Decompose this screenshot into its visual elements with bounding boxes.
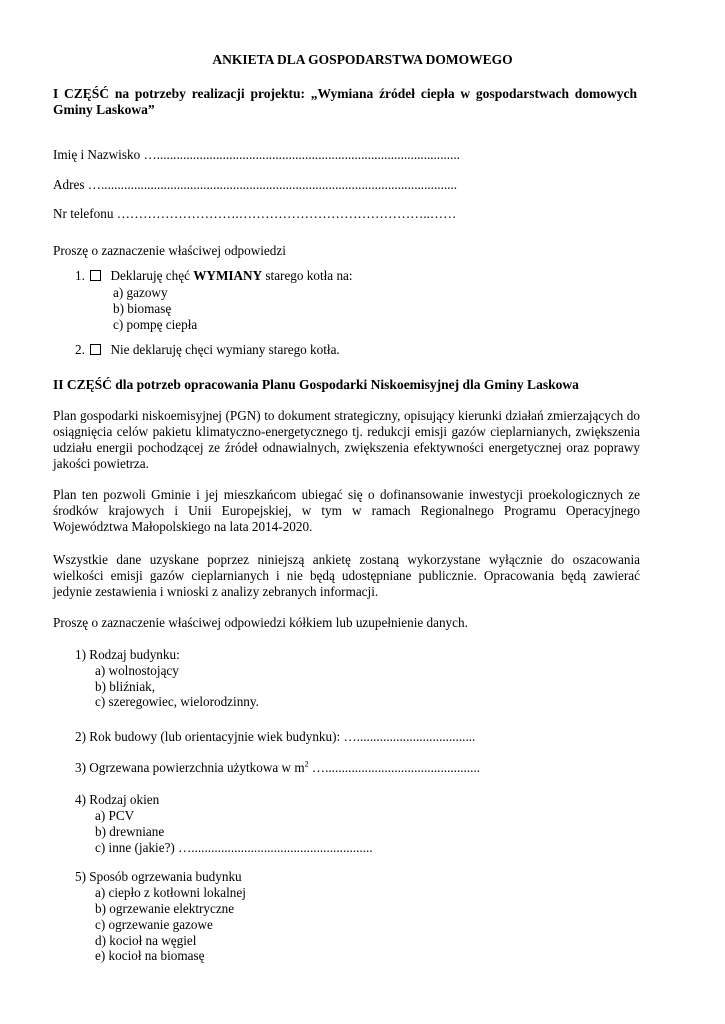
q3-dots: …............................................... xyxy=(308,760,481,775)
q1-option-a[interactable]: a) wolnostojący xyxy=(95,663,179,678)
q1-option-b[interactable]: b) bliźniak, xyxy=(95,679,156,694)
option-2-checkbox[interactable] xyxy=(90,344,101,355)
option-1-sub-c: c) pompę ciepła xyxy=(113,317,198,332)
phone-field-label: Nr telefonu xyxy=(53,206,114,221)
q1-option-c[interactable]: c) szeregowiec, wielorodzinny. xyxy=(95,694,259,709)
part2-paragraph-3: Wszystkie dane uzyskane poprzez niniejszą ankietę zostaną wykorzystane wyłącznie do oszacowania wielkości emisji gazów cieplarnianych i nie będą udostępniane publicznie. Opracowania będą zawierać jedynie zestawienia i wnioski z analizy zebranych informacji. xyxy=(53,552,640,599)
option-1-sub-b: b) biomasę xyxy=(113,301,172,316)
q4-option-a[interactable]: a) PCV xyxy=(95,808,135,823)
part2-paragraph-1: Plan gospodarki niskoemisyjnej (PGN) to dokument strategiczny, opisujący kierunki działań zmierzających do osiągnięcia celów pakietu klimatyczno-energetycznego tj. redukcji emisji gazów cieplarnianych, zwiększenia udziału energii pochodzącej ze źródeł odnawialnych, zwiększenia efektywności energetycznej oraz poprawy jakości powietrza. xyxy=(53,408,640,471)
q5-option-a[interactable]: a) ciepło z kotłowni lokalnej xyxy=(95,885,246,900)
option-2-number: 2. xyxy=(75,342,85,357)
name-field[interactable] xyxy=(53,147,460,163)
part1-heading: I CZĘŚĆ na potrzeby realizacji projektu: „Wymiana źródeł ciepła w gospodarstwach domowych Gminy Laskowa” xyxy=(53,86,637,117)
part1-instruction: Proszę o zaznaczenie właściwej odpowiedzi xyxy=(53,243,286,258)
q5-label: 5) Sposób ogrzewania budynku xyxy=(75,869,242,884)
name-field-label: Imię i Nazwisko xyxy=(53,147,141,162)
q5-option-c[interactable]: c) ogrzewanie gazowe xyxy=(95,917,213,932)
option-2-text: Nie deklaruję chęci wymiany starego kotła. xyxy=(110,342,340,357)
q1-label: 1) Rodzaj budynku: xyxy=(75,647,180,662)
option-1-text-post: starego kotła na: xyxy=(265,268,353,283)
document-title: ANKIETA DLA GOSPODARSTWA DOMOWEGO xyxy=(212,52,513,67)
q5-option-e[interactable]: e) kocioł na biomasę xyxy=(95,948,205,963)
q4-option-c[interactable]: c) inne (jakie?) …....................................................... xyxy=(95,840,373,855)
phone-field[interactable] xyxy=(53,206,456,222)
part2-heading: II CZĘŚĆ dla potrzeb opracowania Planu Gospodarki Niskoemisyjnej dla Gminy Laskowa xyxy=(53,377,579,392)
option-1-text-bold: WYMIANY xyxy=(193,268,263,283)
q2-label[interactable]: 2) Rok budowy (lub orientacyjnie wiek budynku): ….................................... xyxy=(75,729,476,744)
part2-instruction: Proszę o zaznaczenie właściwej odpowiedzi kółkiem lub uzupełnienie danych. xyxy=(53,615,468,630)
address-field[interactable] xyxy=(53,177,457,193)
q5-option-b[interactable]: b) ogrzewanie elektryczne xyxy=(95,901,235,916)
q4-label: 4) Rodzaj okien xyxy=(75,792,160,807)
q3-superscript: 2 xyxy=(304,759,309,769)
part2-paragraph-2: Plan ten pozwoli Gminie i jej mieszkańcom ubiegać się o dofinansowanie inwestycji proekologicznych ze środków krajowych i Unii Europejskiej, w tym w ramach Regionalnego Programu Operacyjnego Województwa Małopolskiego na lata 2014-2020. xyxy=(53,487,640,534)
option-1-line xyxy=(75,268,353,284)
q5-option-d[interactable]: d) kocioł na węgiel xyxy=(95,933,197,948)
option-1-text-pre: Deklaruję chęć xyxy=(110,268,190,283)
phone-field-dots: ……………………….……………………………………..…… xyxy=(116,206,457,221)
address-field-dots: …............................................................................................................ xyxy=(87,177,458,192)
q3-line[interactable] xyxy=(75,760,480,776)
option-1-checkbox[interactable] xyxy=(90,270,101,281)
name-field-dots: …............................................................................................ xyxy=(143,147,460,162)
option-2-line xyxy=(75,342,340,358)
q3-label: 3) Ogrzewana powierzchnia użytkowa w m xyxy=(75,760,305,775)
option-1-number: 1. xyxy=(75,268,85,283)
q4-option-b[interactable]: b) drewniane xyxy=(95,824,165,839)
option-1-sub-a: a) gazowy xyxy=(113,285,168,300)
address-field-label: Adres xyxy=(53,177,85,192)
